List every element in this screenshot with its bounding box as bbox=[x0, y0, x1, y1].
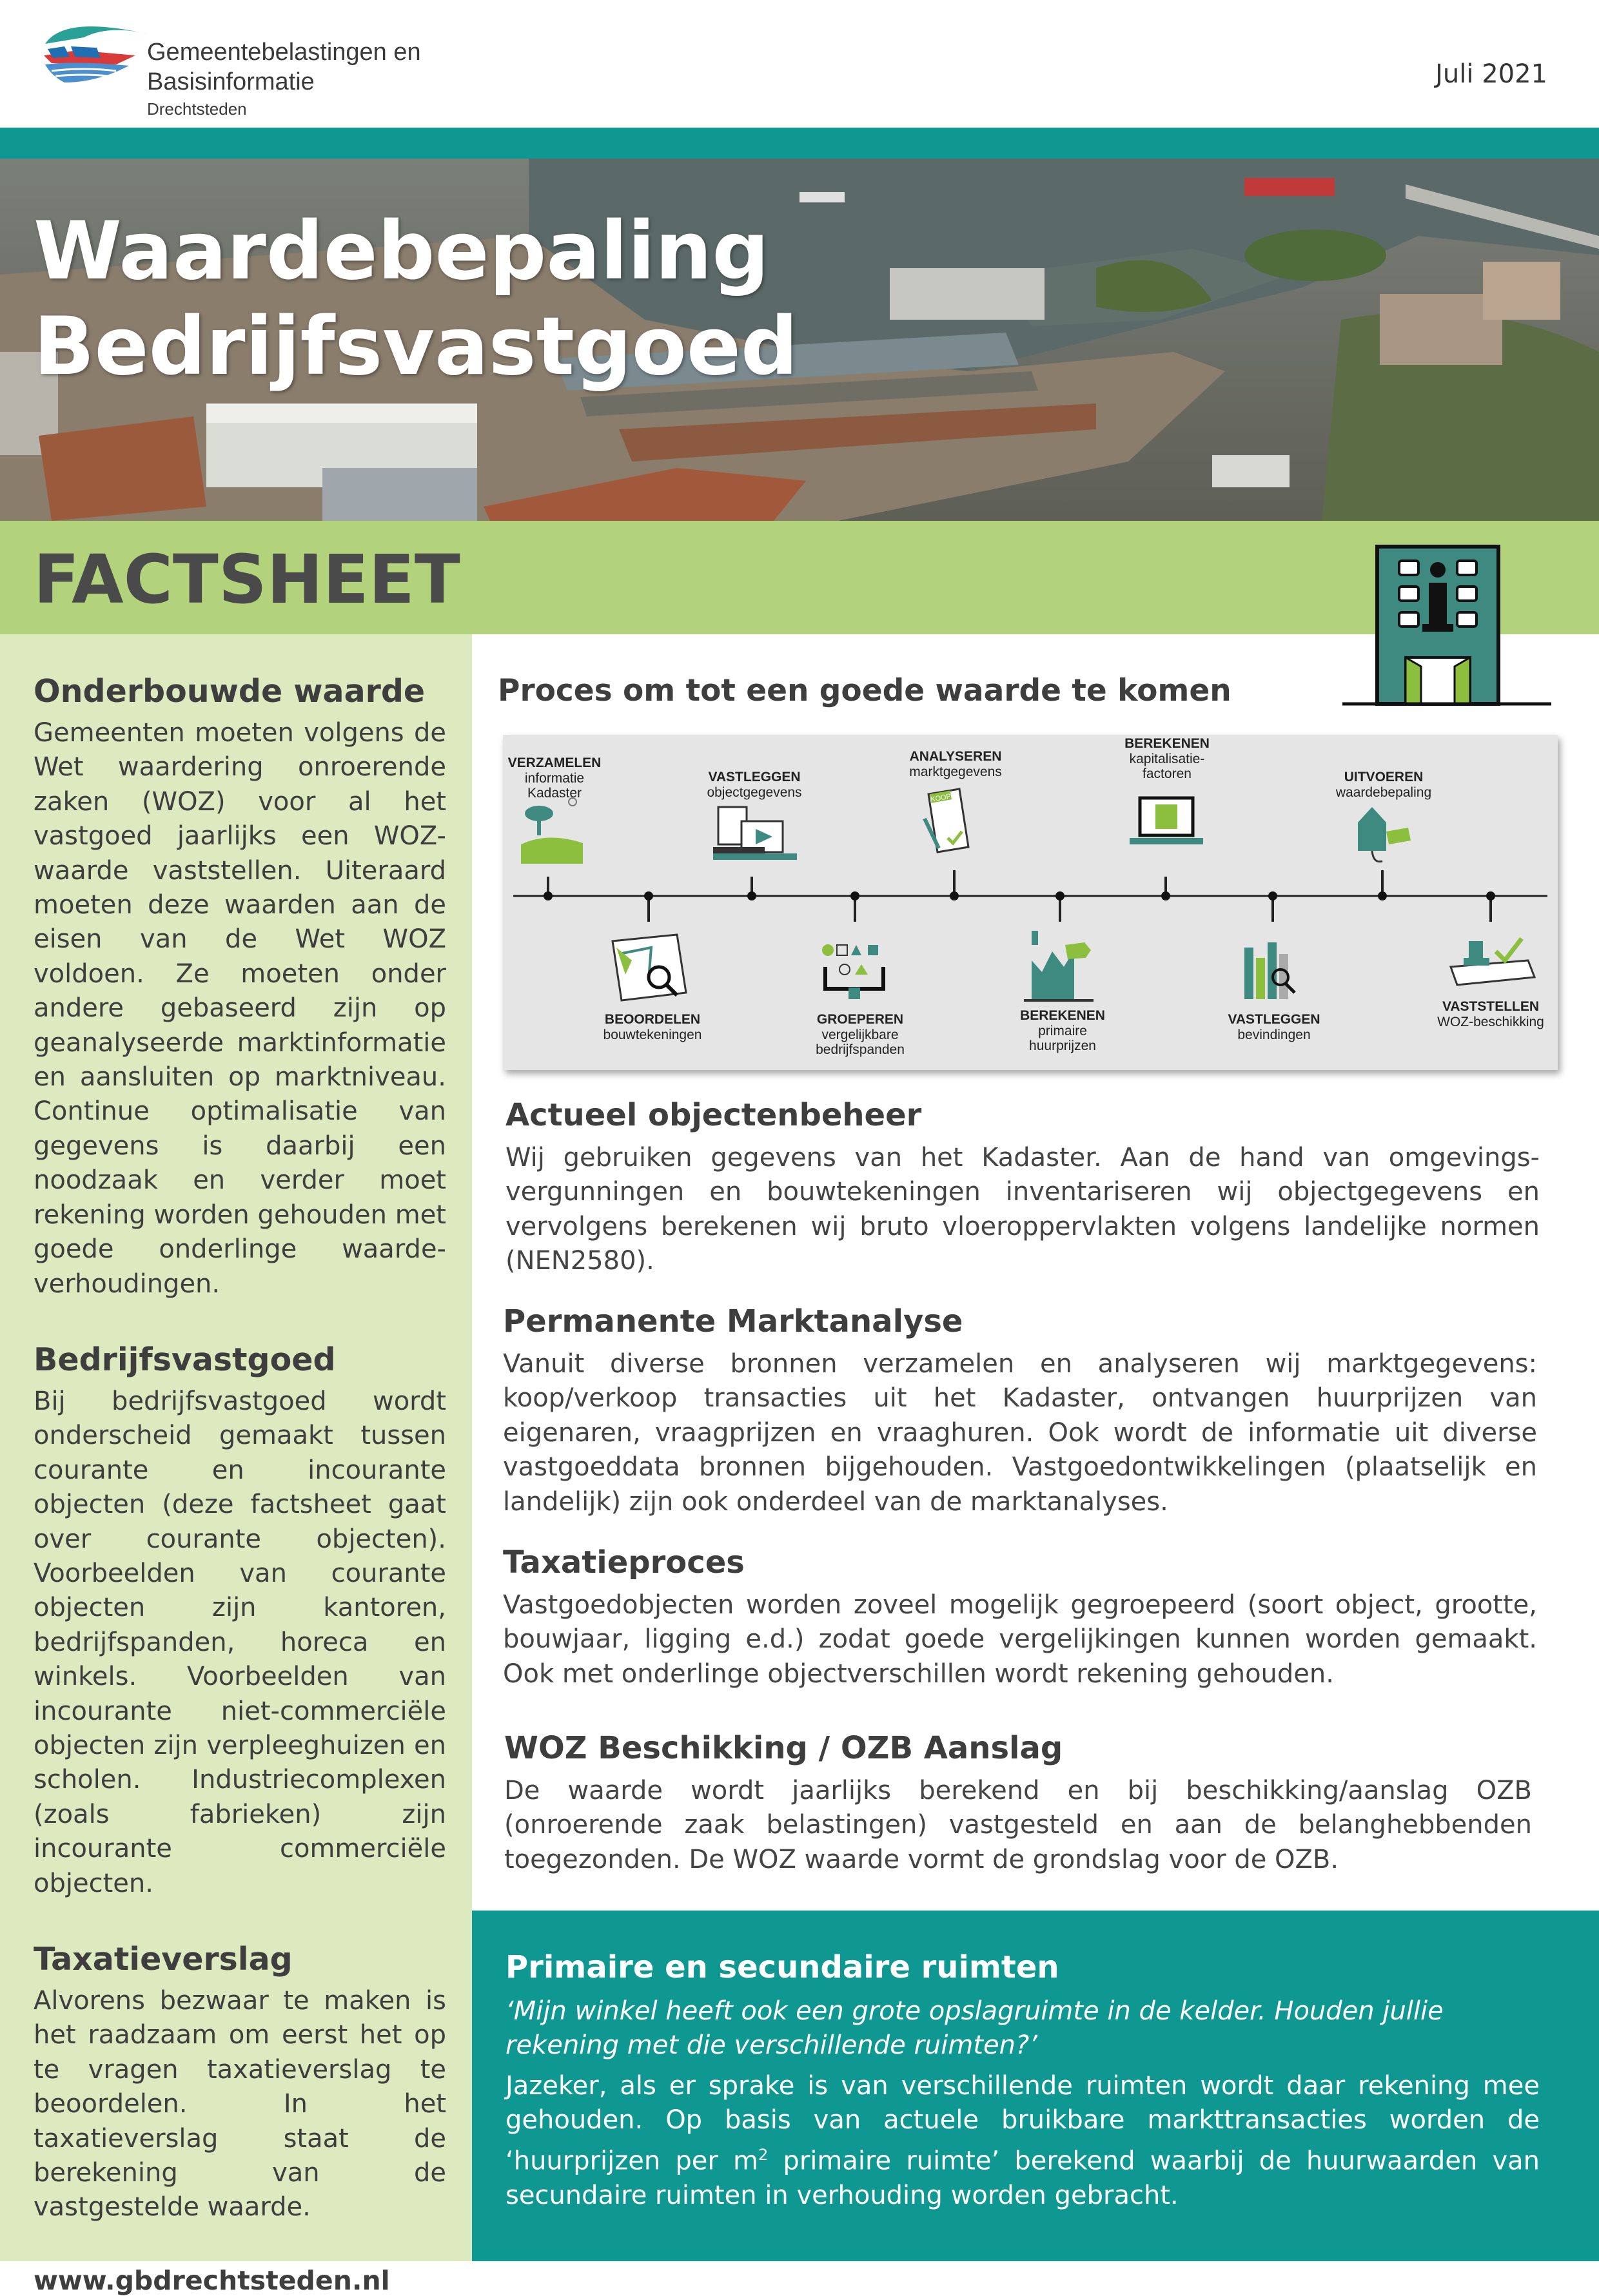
step-subtitle: factoren bbox=[1143, 766, 1192, 781]
step-subtitle: waardebepaling bbox=[1335, 785, 1432, 800]
step-subtitle: informatie bbox=[524, 771, 585, 786]
sidebar-text-taxatieverslag: Alvorens bezwaar te maken is het raadzaam om eerst het op te vragen taxatieverslag te beoordelen. In het taxatieverslag staat de berekening van de vastgestelde waarde. bbox=[34, 1986, 446, 2223]
documents-icon bbox=[713, 807, 797, 900]
contract-label: KOOP bbox=[930, 792, 952, 804]
step-analyseren bbox=[885, 749, 1026, 779]
step-subtitle: marktgegevens bbox=[909, 764, 1002, 779]
process-title: Proces om tot een goede waarde te komen bbox=[498, 673, 1231, 708]
step-vastleggen-bevindingen bbox=[1203, 1012, 1345, 1042]
contract-icon bbox=[925, 789, 968, 900]
step-berekenen-huurprijzen bbox=[992, 1008, 1133, 1053]
highlight-heading: Primaire en secundaire ruimten bbox=[505, 1949, 1059, 1985]
step-beoordelen bbox=[582, 1012, 723, 1042]
step-subtitle: kapitalisatie- bbox=[1129, 752, 1205, 766]
gbd-logo-icon bbox=[39, 18, 155, 89]
section-woz-beschikking bbox=[504, 1730, 1532, 1877]
highlight-answer bbox=[505, 2069, 1540, 2213]
section-text: De waarde wordt jaarlijks berekend en bij beschikking/aanslag OZB (onroerende zaak belastingen) vastgesteld en aan de belanghebbenden toegezonden. De WOZ waarde vormt de grondslag voor de OZB. bbox=[504, 1776, 1532, 1874]
step-subtitle: objectgegevens bbox=[707, 785, 802, 800]
hero-title-line1: Waardebepaling bbox=[34, 205, 770, 298]
step-uitvoeren bbox=[1313, 770, 1455, 800]
house-tag-icon bbox=[1358, 807, 1411, 900]
section-heading: WOZ Beschikking / OZB Aanslag bbox=[504, 1730, 1063, 1766]
section-taxatieproces bbox=[503, 1544, 1537, 1691]
sidebar-heading-taxatieverslag: Taxatieverslag bbox=[34, 1941, 293, 1978]
step-subtitle: bedrijfspanden bbox=[816, 1042, 905, 1057]
sidebar-heading-onderbouwde-waarde: Onderbouwde waarde bbox=[34, 673, 426, 710]
step-subtitle: WOZ-beschikking bbox=[1437, 1015, 1544, 1029]
section-text: Vanuit diverse bronnen verzamelen en analyseren wij marktgegevens: koop/verkoop transacties uit het Kadaster, ontvangen huurprijzen van eigenaren, vraagprijzen en vraaghuren. Ook wordt de informatie uit diverse vastgoeddata bronnen bijgehouden. Vastgoedontwikkelingen (plaatselijk en landelijk) zijn ook onderdeel van de marktanalyses. bbox=[503, 1349, 1537, 1517]
highlight-answer-part1: Jazeker, als er sprake is van verschillende ruimten wordt daar rekening mee gehouden. Op basis van actuele bruikbare markttransacties worden de ‘huurprijzen per m bbox=[505, 2071, 1540, 2176]
laptop-calculator-icon bbox=[1130, 798, 1203, 900]
step-title: BEOORDELEN bbox=[604, 1012, 701, 1027]
step-groeperen bbox=[789, 1012, 931, 1057]
blueprint-icon bbox=[613, 891, 686, 1000]
step-subtitle: bevindingen bbox=[1237, 1027, 1311, 1042]
step-verzamelen bbox=[484, 755, 625, 801]
section-heading: Taxatieproces bbox=[503, 1544, 745, 1581]
shapes-icon bbox=[822, 891, 883, 999]
step-subtitle: primaire bbox=[1038, 1024, 1087, 1038]
step-title: GROEPEREN bbox=[816, 1012, 904, 1027]
sidebar-heading-bedrijfsvastgoed: Bedrijfsvastgoed bbox=[34, 1341, 336, 1378]
step-subtitle: bouwtekeningen bbox=[603, 1027, 702, 1042]
org-name-line1: Gemeentebelastingen en bbox=[147, 39, 421, 66]
step-subtitle: Kadaster bbox=[527, 786, 582, 801]
price-chart-icon bbox=[1024, 891, 1094, 1000]
landscape-icon bbox=[521, 798, 583, 900]
teal-divider bbox=[0, 128, 1599, 159]
step-title: VASTLEGGEN bbox=[1228, 1012, 1320, 1027]
sidebar-text-bedrijfsvastgoed: Bij bedrijfsvastgoed wordt onderscheid gemaakt tussen courante en incourante objecten (deze factsheet gaat over courante objecten). Voorbeelden van courante objecten zijn kantoren, bedrijfspanden, horeca en winkels. Voorbeelden van incourante niet-commerciële objecten zijn verpleeghuizen en scholen. Industriecomplexen (zoals fabrieken) zijn incourante commerciële objecten. bbox=[34, 1386, 446, 1898]
superscript-2: 2 bbox=[758, 2145, 769, 2164]
section-text: Wij gebruiken gegevens van het Kadaster. Aan de hand van omgevings-vergunningen en bouwtekeningen inventariseren wij objectgegevens en vervolgens berekenen wij bruto vloeroppervlakten volgens landelijke normen (NEN2580). bbox=[505, 1143, 1540, 1276]
org-name-line2: Basisinformatie bbox=[147, 68, 315, 95]
sidebar-text-onderbouwde-waarde: Gemeenten moeten volgens de Wet waardering onroerende zaken (WOZ) voor al het vastgoed jaarlijks een WOZ-waarde vaststellen. Uiteraard moeten deze waarden aan de eisen van de Wet WOZ voldoen. Ze moeten onder andere gebaseerd zijn op geanalyseerde marktinformatie en aansluiten op marktniveau. Continue optimalisatie van gegevens is daarbij een noodzaak en verder moet rekening worden gehouden met goede onderlinge waarde-verhoudingen. bbox=[34, 718, 446, 1299]
step-title: VASTLEGGEN bbox=[708, 770, 801, 784]
step-title: BEREKENEN bbox=[1124, 736, 1210, 751]
section-heading: Actueel objectenbeheer bbox=[505, 1097, 922, 1133]
info-building-icon bbox=[1341, 541, 1554, 709]
stamp-icon bbox=[1451, 891, 1535, 985]
org-name-line3: Drechtsteden bbox=[147, 99, 247, 119]
highlight-box-ruimten bbox=[472, 1911, 1599, 2261]
step-title: ANALYSEREN bbox=[909, 749, 1002, 764]
factsheet-title: FACTSHEET bbox=[34, 540, 460, 619]
hero-title bbox=[34, 204, 798, 394]
step-title: VERZAMELEN bbox=[507, 755, 602, 770]
step-title: BEREKENEN bbox=[1020, 1008, 1105, 1023]
highlight-question: ‘Mijn winkel heeft ook een grote opslagruimte in de kelder. Houden jullie rekening met die verschillende ruimten?’ bbox=[505, 1996, 1444, 2060]
section-text: Vastgoedobjecten worden zoveel mogelijk gegroepeerd (soort object, grootte, bouwjaar, ligging e.d.) zodat goede vergelijkingen kunnen worden gemaakt. Ook met onderlinge objectverschillen wordt rekening gehouden. bbox=[503, 1590, 1537, 1689]
section-objectenbeheer bbox=[505, 1097, 1540, 1279]
step-berekenen-kapitalisatiefactoren bbox=[1096, 736, 1238, 781]
publication-date: Juli 2021 bbox=[1435, 59, 1547, 89]
main-content bbox=[472, 634, 1599, 2261]
bar-chart-search-icon bbox=[1244, 891, 1295, 999]
process-diagram bbox=[503, 735, 1558, 1070]
hero-title-line2: Bedrijfsvastgoed bbox=[34, 300, 798, 393]
step-vastleggen-objectgegevens bbox=[683, 770, 825, 800]
step-title: VASTSTELLEN bbox=[1442, 999, 1540, 1014]
organisation-name bbox=[147, 37, 421, 121]
step-subtitle: vergelijkbare bbox=[821, 1027, 899, 1042]
highlight-answer-part2: primaire ruimte’ berekend waarbij de huurwaarden van secundaire ruimten in verhouding worden gebracht. bbox=[505, 2146, 1540, 2210]
website-link[interactable]: www.gbdrechtsteden.nl bbox=[34, 2264, 390, 2296]
hero-banner bbox=[0, 159, 1599, 521]
step-vaststellen bbox=[1420, 999, 1562, 1029]
step-title: UITVOEREN bbox=[1344, 770, 1424, 784]
section-heading: Permanente Marktanalyse bbox=[503, 1303, 963, 1339]
step-subtitle: huurprijzen bbox=[1029, 1038, 1096, 1053]
sidebar bbox=[0, 634, 472, 2296]
page-header bbox=[0, 0, 1599, 128]
section-marktanalyse bbox=[503, 1303, 1537, 1519]
